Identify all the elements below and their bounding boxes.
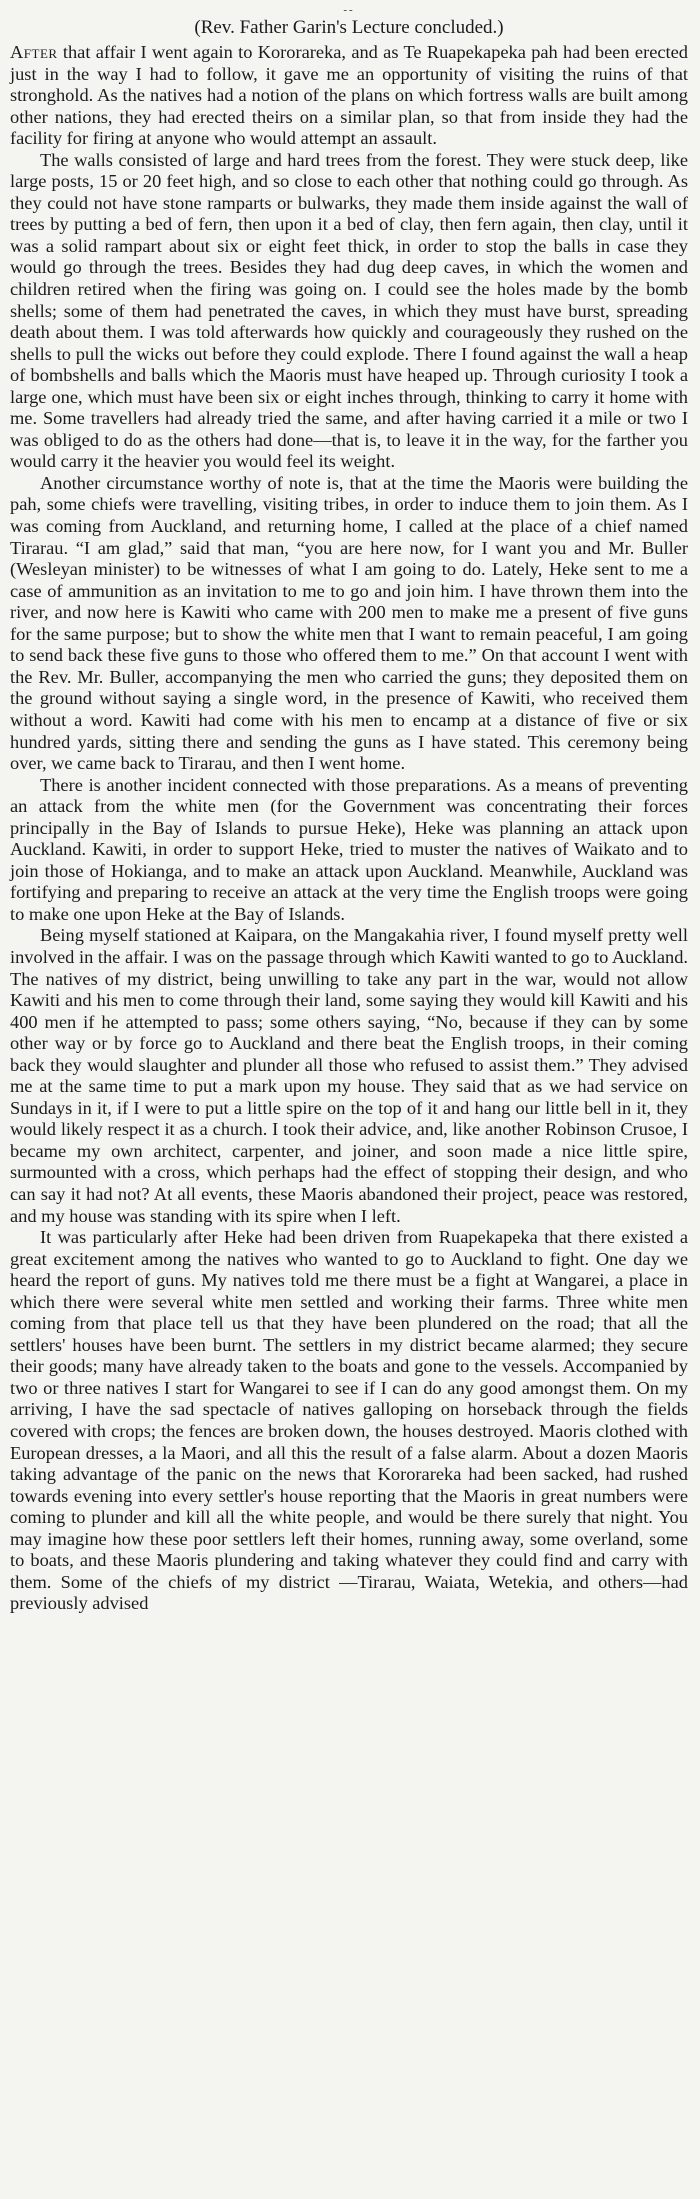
paragraph-lead-word: After	[10, 42, 58, 62]
article-paragraph: Another circumstance worthy of note is, that at the time the Maoris were building the pah, some chiefs were travelling, visiting tribes, in order to induce them to join them. As I was coming from Auckland, and returning home, I called at the place of a chief named Tirarau. “I am glad,” said that man, “you are here now, for I want you and Mr. Buller (Wesleyan minister) to be witnesses of what I am going to do. Lately, Heke sent to me a case of ammunition as an invitation to me to go and join him. I have thrown them into the river, and now here is Kawiti who came with 200 men to make me a present of five guns for the same purpose; but to show the white men that I want to remain peaceful, I am going to send back these five guns to those who offered them to me.” On that account I went with the Rev. Mr. Buller, accompanying the men who carried the guns; they deposited them on the ground without saying a single word, in the presence of Kawiti, who received them without a word. Kawiti had come with his men to encamp at a distance of five or six hundred yards, sitting there and sending the guns as I have stated. This ceremony being over, we came back to Tirarau, and then I went home.	[10, 472, 688, 774]
top-ornament: --	[343, 4, 355, 16]
article-paragraph: There is another incident connected with those preparations. As a means of preventing an attack from the white men (for the Government was concentrating their forces principally in the Bay of Islands to pursue Heke), Heke was planning an attack upon Auckland. Kawiti, in order to support Heke, tried to muster the natives of Waikato and to join those of Hokianga, and to make an attack upon Auckland. Meanwhile, Auckland was fortifying and preparing to receive an attack at the very time the English troops were going to make one upon Heke at the Bay of Islands.	[10, 774, 688, 924]
paragraph-text: that affair I went again to Kororareka, and as Te Ruapekapeka pah had been erected just in the way I had to follow, it gave me an opportunity of visiting the ruins of that stronghold. As the natives had a notion of the plans on which fortress walls are built among other nations, they had erected theirs on a similar plan, so that from inside they had the facility for firing at anyone who would attempt an assault.	[10, 42, 688, 149]
article-paragraph: It was particularly after Heke had been driven from Ruapekapeka that there existed a great excitement among the natives who wanted to go to Auckland to fight. One day we heard the report of guns. My natives told me there must be a fight at Wangarei, a place in which there were several white men settled and working their farms. Three white men coming from that place tell us that they have been plundered on the road; that all the settlers' houses have been burnt. The settlers in my district became alarmed; they secure their goods; many have already taken to the boats and gone to the vessels. Accompanied by two or three natives I start for Wangarei to see if I can do any good amongst them. On my arriving, I have the sad spectacle of natives galloping on horseback through the fields covered with crops; the fences are broken down, the houses destroyed. Maoris clothed with European dresses, a la Maori, and all this the result of a false alarm. About a dozen Maoris taking advantage of the panic on the news that Kororareka had been sacked, had rushed towards evening into every settler's house reporting that the Maoris in great numbers were coming to plunder and kill all the white people, and would be there surely that night. You may imagine how these poor settlers left their homes, running away, some overland, some to boats, and these Maoris plundering and taking whatever they could find and carry with them. Some of the chiefs of my district —Tirarau, Waiata, Wetekia, and others—had previously advised	[10, 1227, 688, 1614]
article-paragraph	[10, 42, 688, 150]
article-body	[10, 42, 688, 1615]
article-paragraph: The walls consisted of large and hard trees from the forest. They were stuck deep, like large posts, 15 or 20 feet high, and so close to each other that nothing could go through. As they could not have stone ramparts or bulwarks, they made them inside against the wall of trees by putting a bed of fern, then upon it a bed of clay, then fern again, then clay, until it was a solid rampart about six or eight feet thick, in order to stop the balls in case they would go through the trees. Besides they had dug deep caves, in which the women and children retired when the firing was going on. I could see the holes made by the bomb shells; some of them had penetrated the caves, in which they must have burst, spreading death about them. I was told afterwards how quickly and courageously they rushed on the shells to pull the wicks out before they could explode. There I found against the wall a heap of bombshells and balls which the Maoris must have heaped up. Through curiosity I took a large one, which must have been six or eight inches through, thinking to carry it home with me. Some travellers had already tried the same, and after having carried it a mile or two I was obliged to do as the others had done—that is, to leave it in the way, for the farther you would carry it the heavier you would feel its weight.	[10, 149, 688, 472]
article-paragraph: Being myself stationed at Kaipara, on the Mangakahia river, I found myself pretty well involved in the affair. I was on the passage through which Kawiti wanted to go to Auckland. The natives of my district, being unwilling to take any part in the war, would not allow Kawiti and his men to come through their land, some saying they would kill Kawiti and his 400 men if he attempted to pass; some others saying, “No, because if they can by some other way or by force go to Auckland and there beat the English troops, in their coming back they would slaughter and plunder all those who refused to assist them.” They advised me at the same time to put a mark upon my house. They said that as we had service on Sundays in it, if I were to put a little spire on the top of it and hang our little bell in it, they would likely respect it as a church. I took their advice, and, like another Robinson Crusoe, I became my own architect, carpenter, and joiner, and soon made a nice little spire, surmounted with a cross, which perhaps had the effect of stopping their design, and who can say it had not? At all events, these Maoris abandoned their project, peace was restored, and my house was standing with its spire when I left.	[10, 925, 688, 1226]
article-heading: (Rev. Father Garin's Lecture concluded.)	[194, 17, 504, 38]
